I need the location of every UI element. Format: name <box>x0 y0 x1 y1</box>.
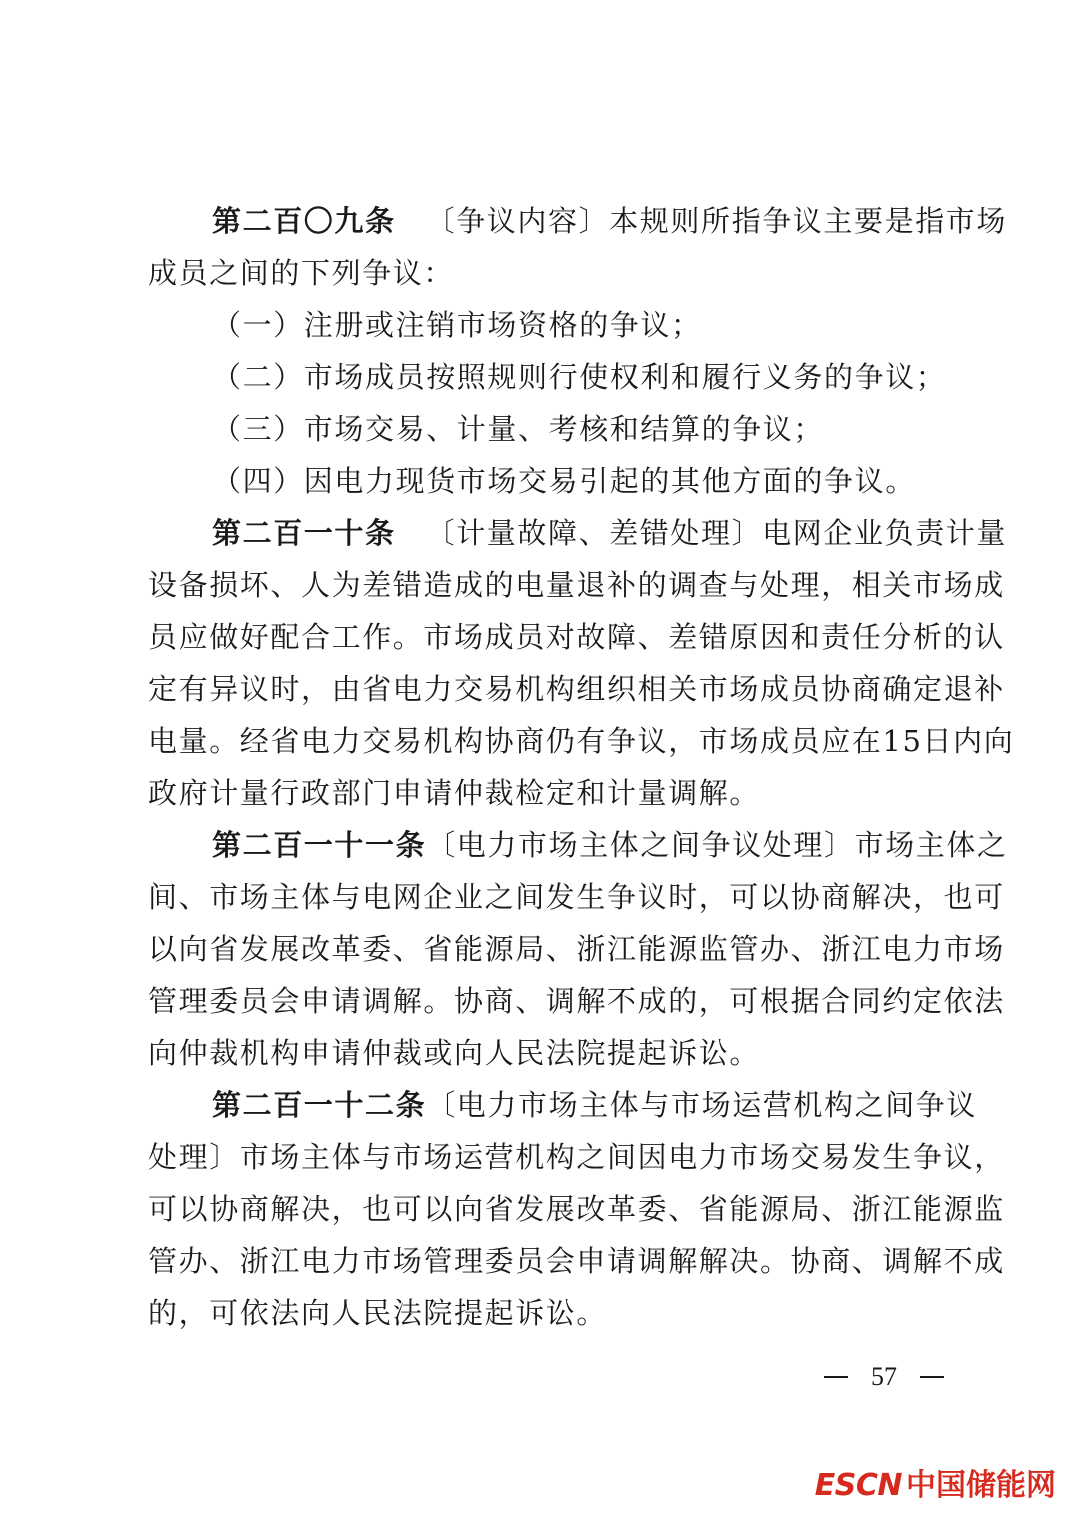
article-210-line-6: 政府计量行政部门申请仲裁检定和计量调解。 <box>148 776 761 810</box>
document-body <box>148 195 1015 1339</box>
article-210-heading: 第二百一十条 <box>212 516 396 550</box>
article-210-line-4: 定有异议时，由省电力交易机构组织相关市场成员协商确定退补 <box>148 672 1005 706</box>
article-209-item-3: （三）市场交易、计量、考核和结算的争议； <box>212 412 825 446</box>
article-212-line-3: 可以协商解决，也可以向省发展改革委、省能源局、浙江能源监 <box>148 1192 1005 1226</box>
article-209-line-1: 第二百〇九条 〔争议内容〕本规则所指争议主要是指市场 <box>212 204 1008 238</box>
article-211-line-4: 管理委员会申请调解。协商、调解不成的，可根据合同约定依法 <box>148 984 1005 1018</box>
article-210-line-2: 设备损坏、人为差错造成的电量退补的调查与处理，相关市场成 <box>148 568 1005 602</box>
article-212-line-5: 的，可依法向人民法院提起诉讼。 <box>148 1296 608 1330</box>
article-211-line-3: 以向省发展改革委、省能源局、浙江能源监管办、浙江电力市场 <box>148 932 1005 966</box>
escn-watermark-logo: ESCN 中国储能网 <box>814 1468 1056 1503</box>
article-210-line-3: 员应做好配合工作。市场成员对故障、差错原因和责任分析的认 <box>148 620 1005 654</box>
page-number-value: 57 <box>871 1362 897 1391</box>
article-212-line-1: 第二百一十二条〔电力市场主体与市场运营机构之间争议 <box>212 1088 978 1122</box>
dash-right <box>920 1376 944 1378</box>
article-212-line-2: 处理〕市场主体与市场运营机构之间因电力市场交易发生争议， <box>148 1140 1005 1174</box>
article-212-heading: 第二百一十二条 <box>212 1088 427 1122</box>
article-209-item-1: （一）注册或注销市场资格的争议； <box>212 308 702 342</box>
article-211-line-5: 向仲裁机构申请仲裁或向人民法院提起诉讼。 <box>148 1036 761 1070</box>
article-211-line-1: 第二百一十一条〔电力市场主体之间争议处理〕市场主体之 <box>212 828 1008 862</box>
article-209-heading: 第二百〇九条 <box>212 204 396 238</box>
article-211-heading: 第二百一十一条 <box>212 828 427 862</box>
article-209-item-2: （二）市场成员按照规则行使权利和履行义务的争议； <box>212 360 947 394</box>
article-212-line-4: 管办、浙江电力市场管理委员会申请调解解决。协商、调解不成 <box>148 1244 1005 1278</box>
dash-left <box>824 1376 848 1378</box>
article-209-item-4: （四）因电力现货市场交易引起的其他方面的争议。 <box>212 464 916 498</box>
article-211-line-2: 间、市场主体与电网企业之间发生争议时，可以协商解决，也可 <box>148 880 1005 914</box>
article-210-line-5: 电量。经省电力交易机构协商仍有争议，市场成员应在15日内向 <box>148 724 1015 758</box>
article-209-line-2: 成员之间的下列争议： <box>148 256 455 290</box>
page-number <box>824 1362 944 1392</box>
article-210-line-1: 第二百一十条 〔计量故障、差错处理〕电网企业负责计量 <box>212 516 1008 550</box>
